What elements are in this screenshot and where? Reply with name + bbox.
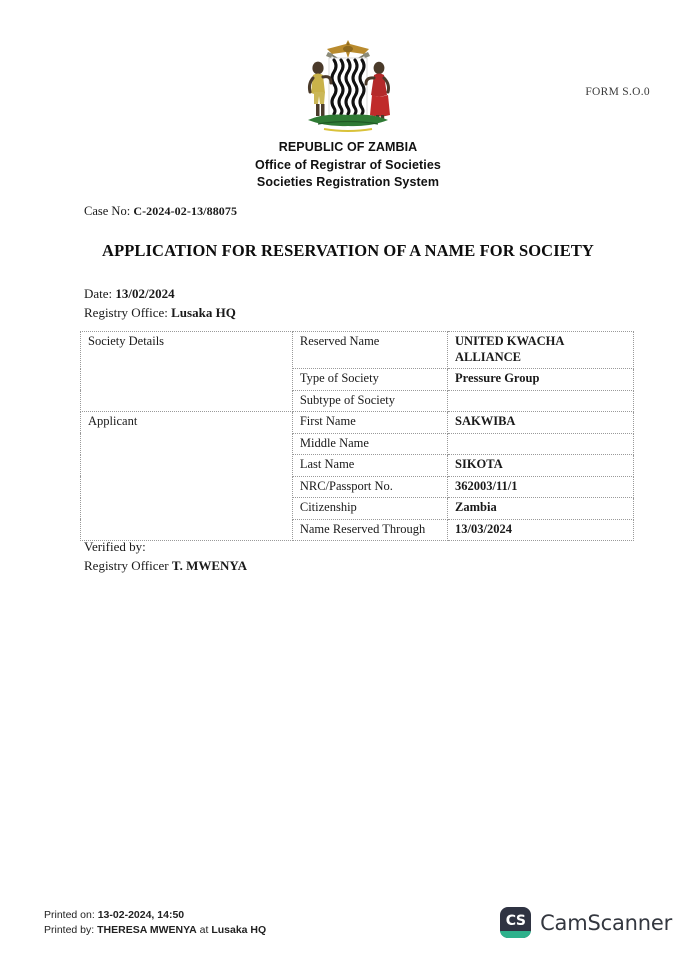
field-value: SAKWIBA <box>448 412 634 434</box>
field-label: Type of Society <box>292 369 447 391</box>
registry-officer-name: T. MWENYA <box>171 558 247 573</box>
meta-registry-row <box>84 303 236 322</box>
printed-by-value: THERESA MWENYA <box>97 924 197 936</box>
field-value: 362003/11/1 <box>448 476 634 498</box>
document-header <box>0 139 696 192</box>
case-number-value: C-2024-02-13/88075 <box>133 204 238 218</box>
table-row <box>81 332 634 369</box>
emblem-container <box>0 32 696 136</box>
field-label: Subtype of Society <box>292 390 447 412</box>
details-table <box>80 331 634 541</box>
registry-office-label: Registry Office: <box>84 305 168 320</box>
printed-on-row <box>44 908 266 923</box>
camscanner-logo-icon <box>500 907 531 938</box>
field-value: Zambia <box>448 498 634 520</box>
field-label: Last Name <box>292 455 447 477</box>
field-value: SIKOTA <box>448 455 634 477</box>
camscanner-logo-text: CS <box>505 912 526 929</box>
camscanner-logo-strip <box>500 931 531 938</box>
registry-office-value: Lusaka HQ <box>171 305 236 320</box>
date-label: Date: <box>84 286 113 301</box>
case-number <box>84 204 237 219</box>
header-line-republic: REPUBLIC OF ZAMBIA <box>278 140 418 154</box>
date-value: 13/02/2024 <box>115 286 175 301</box>
form-code-label: FORM S.O.0 <box>585 86 650 98</box>
printed-at-word: at <box>199 924 209 936</box>
printed-by-label: Printed by: <box>44 924 95 936</box>
details-table-body <box>81 332 634 541</box>
header-line-office: Office of Registrar of Societies <box>255 157 441 172</box>
verified-block <box>84 537 247 575</box>
field-value: 13/03/2024 <box>448 519 634 541</box>
field-label: Middle Name <box>292 433 447 455</box>
table-row <box>81 412 634 434</box>
zambia-coat-of-arms-icon <box>294 32 402 136</box>
field-label: NRC/Passport No. <box>292 476 447 498</box>
group-label-society-details: Society Details <box>81 332 293 412</box>
camscanner-wordmark: CamScanner <box>540 910 672 935</box>
print-footer <box>44 908 266 938</box>
header-line-system: Societies Registration System <box>256 175 440 189</box>
field-label: Citizenship <box>292 498 447 520</box>
meta-date-row <box>84 284 236 303</box>
field-label: Reserved Name <box>292 332 447 369</box>
verified-by-label: Verified by: <box>84 539 146 554</box>
registry-officer-row <box>84 556 247 575</box>
field-value: UNITED KWACHA ALLIANCE <box>448 332 634 369</box>
document-meta <box>84 284 236 322</box>
field-value <box>448 433 634 455</box>
registry-officer-label: Registry Officer <box>84 558 169 573</box>
page-title: APPLICATION FOR RESERVATION OF A NAME FOR SOCIETY <box>102 241 594 260</box>
field-label: Name Reserved Through <box>292 519 447 541</box>
field-label: First Name <box>292 412 447 434</box>
group-label-applicant: Applicant <box>81 412 293 541</box>
printed-on-label: Printed on: <box>44 909 95 921</box>
printed-by-row <box>44 923 266 938</box>
case-number-label: Case No: <box>84 204 131 218</box>
field-value <box>448 390 634 412</box>
camscanner-watermark <box>500 907 672 938</box>
printed-on-value: 13-02-2024, 14:50 <box>97 909 185 921</box>
field-value: Pressure Group <box>448 369 634 391</box>
printed-at-location: Lusaka HQ <box>211 924 267 936</box>
